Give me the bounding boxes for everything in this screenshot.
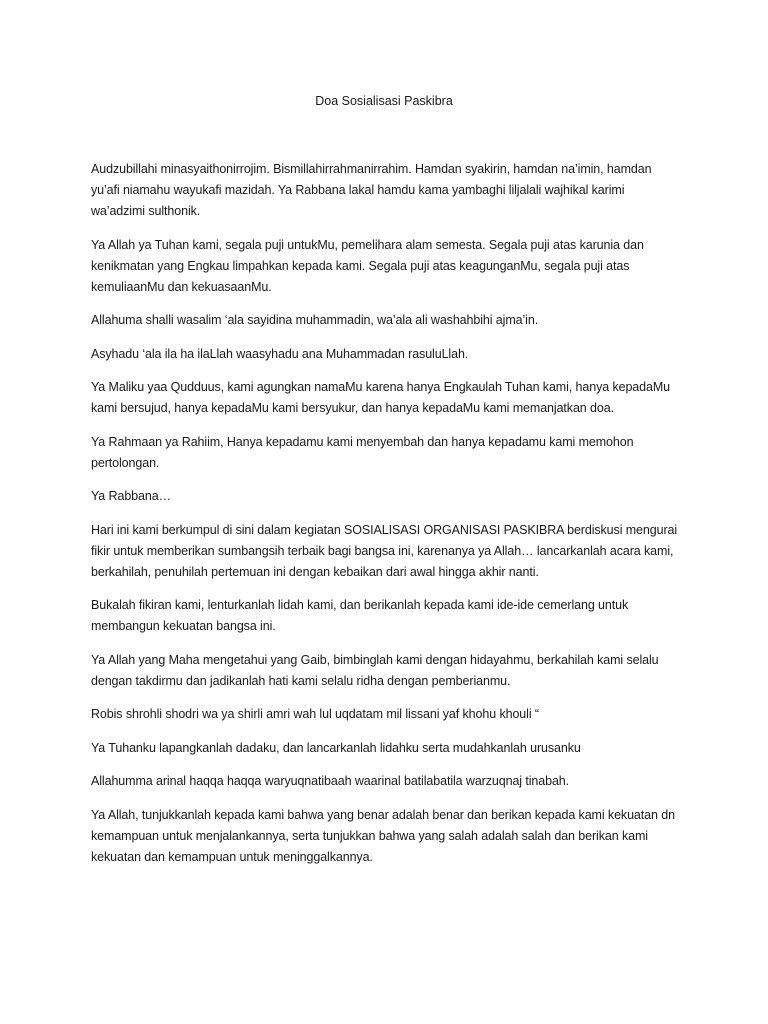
paragraph-lapangkanlah: Ya Tuhanku lapangkanlah dadaku, dan lancarkanlah lidahku serta mudahkanlah urusanku bbox=[91, 740, 581, 755]
paragraph-syahadat: Asyhadu ‘ala ila ha ilaLlah waasyhadu ana Muhammadan rasuluLlah. bbox=[91, 346, 469, 361]
paragraph-ya-rahmaan: Ya Rahmaan ya Rahiim, Hanya kepadamu kami menyembah dan hanya kepadamu kami memohon pertolongan. bbox=[91, 434, 634, 470]
paragraph-hari-ini: Hari ini kami berkumpul di sini dalam kegiatan SOSIALISASI ORGANISASI PASKIBRA berdiskusi mengurai fikir untuk memberikan sumbangsih terbaik bagi bangsa ini, karenanya ya Allah… lancarkanlah acara kami, berkahilah, penuhilah pertemuan ini dengan kebaikan dari awal hingga akhir nanti. bbox=[91, 522, 678, 579]
paragraph-arinal-haqqa: Allahumma arinal haqqa haqqa waryuqnatibaah waarinal batilabatila warzuqnaj tinabah. bbox=[91, 774, 570, 788]
document-title: Doa Sosialisasi Paskibra bbox=[315, 94, 453, 108]
paragraph-ya-rabbana: Ya Rabbana… bbox=[91, 489, 171, 503]
paragraph-shalawat: Allahuma shalli wasalim ‘ala sayidina muhammadin, wa’ala ali washahbihi ajma’in. bbox=[91, 313, 539, 327]
paragraph-robis-shrohli: Robis shrohli shodri wa ya shirli amri wah lul uqdatam mil lissani yaf khohu khouli “ bbox=[91, 707, 539, 721]
paragraph-ya-maliku: Ya Maliku yaa Qudduus, kami agungkan namaMu karena hanya Engkaulah Tuhan kami, hanya kepadaMu kami bersujud, hanya kepadaMu kami bersyukur, dan hanya kepadaMu kami memanjatkan doa. bbox=[91, 380, 671, 415]
paragraph-tunjukkanlah: Ya Allah, tunjukkanlah kepada kami bahwa yang benar adalah benar dan berikan kepada kami kekuatan dn kemampuan untuk menjalankannya, serta tunjukkan bahwa yang salah adalah salah dan berikan kami kekuatan dan kemampuan untuk meninggalkannya. bbox=[91, 807, 675, 864]
paragraph-maha-mengetahui: Ya Allah yang Maha mengetahui yang Gaib, bimbinglah kami dengan hidayahmu, berkahilah kami selalu dengan takdirmu dan jadikanlah hati kami selalu ridha dengan pemberianmu. bbox=[91, 652, 659, 688]
paragraph-bukalah-fikiran: Bukalah fikiran kami, lenturkanlah lidah kami, dan berikanlah kepada kami ide-ide cemerlang untuk membangun kekuatan bangsa ini. bbox=[91, 598, 629, 633]
paragraph-opening-taawudz: Audzubillahi minasyaithonirrojim. Bismillahirrahmanirrahim. Hamdan syakirin, hamdan na’imin, hamdan yu’afi niamahu wayukafi mazidah. Ya Rabbana lakal hamdu kama yambaghi liljalali wajhikal karimi wa’adzimi sulthonik. bbox=[91, 162, 652, 218]
paragraph-praise: Ya Allah ya Tuhan kami, segala puji untukMu, pemelihara alam semesta. Segala puji atas karunia dan kenikmatan yang Engkau limpahkan kepada kami. Segala puji atas keagunganMu, segala puji atas kemuliaanMu dan kekuasaanMu. bbox=[91, 237, 644, 294]
document-body bbox=[91, 159, 681, 880]
